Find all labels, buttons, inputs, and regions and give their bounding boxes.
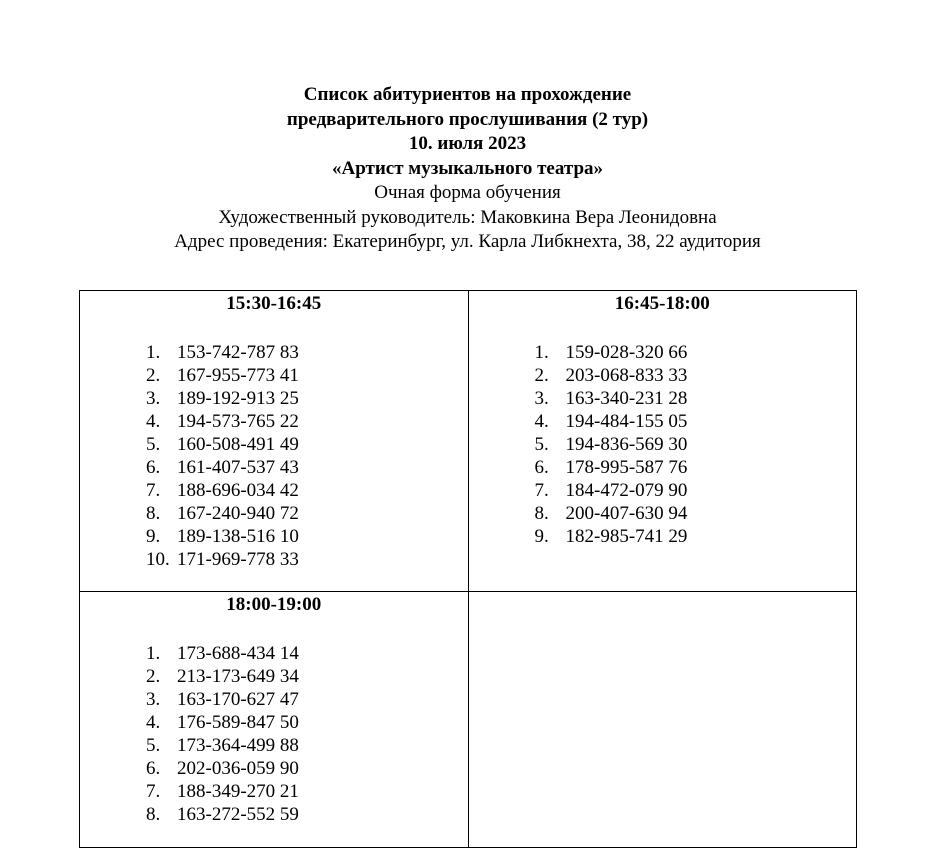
applicant-snils: 163-340-231 28 <box>565 388 688 409</box>
applicant-snils: 189-138-516 10 <box>177 526 299 547</box>
slot-cell <box>80 291 469 592</box>
applicant-item <box>146 341 468 364</box>
applicant-snils: 194-484-155 05 <box>565 411 688 432</box>
schedule-row <box>80 291 857 592</box>
applicant-number: 1. <box>534 342 549 363</box>
applicant-number: 7. <box>146 480 161 501</box>
applicant-item <box>535 341 857 364</box>
applicant-number: 6. <box>534 457 549 478</box>
slot-cell <box>468 291 857 592</box>
applicant-number: 3. <box>146 388 161 409</box>
applicant-snils: 153-742-787 83 <box>177 342 299 363</box>
applicant-snils: 213-173-649 34 <box>177 666 299 687</box>
applicant-item <box>535 433 857 456</box>
applicant-item <box>535 410 857 433</box>
applicant-number: 4. <box>146 712 161 733</box>
applicant-number: 2. <box>534 365 549 386</box>
program-name: «Артист музыкального театра» <box>331 157 604 179</box>
slot-time: 15:30-16:45 <box>226 293 322 314</box>
applicant-item <box>535 387 857 410</box>
applicant-number: 8. <box>534 503 549 524</box>
applicant-snils: 161-407-537 43 <box>177 457 299 478</box>
applicant-number: 3. <box>146 689 161 710</box>
applicant-item <box>146 688 468 711</box>
applicant-number: 5. <box>534 434 549 455</box>
document-title-line-2: предварительного прослушивания (2 тур) <box>286 108 649 130</box>
applicant-snils: 167-240-940 72 <box>177 503 299 524</box>
applicant-snils: 167-955-773 41 <box>177 365 299 386</box>
applicant-item <box>535 456 857 479</box>
applicant-snils: 184-472-079 90 <box>565 480 688 501</box>
applicant-number: 3. <box>534 388 549 409</box>
applicant-number: 4. <box>146 411 161 432</box>
applicant-snils: 173-688-434 14 <box>177 643 299 664</box>
document-header <box>0 83 925 255</box>
applicant-item <box>146 456 468 479</box>
applicant-item <box>146 364 468 387</box>
schedule-row <box>80 592 857 848</box>
applicant-item <box>146 410 468 433</box>
applicant-item <box>146 548 468 571</box>
applicant-snils: 202-036-059 90 <box>177 758 299 779</box>
applicant-snils: 188-696-034 42 <box>177 480 299 501</box>
applicant-number: 1. <box>146 643 161 664</box>
applicant-item <box>146 433 468 456</box>
slot-time: 16:45-18:00 <box>614 293 710 314</box>
applicant-snils: 194-573-765 22 <box>177 411 299 432</box>
applicant-snils: 182-985-741 29 <box>565 526 688 547</box>
applicant-snils: 188-349-270 21 <box>177 781 299 802</box>
applicant-item <box>146 665 468 688</box>
applicant-number: 6. <box>146 457 161 478</box>
applicant-item <box>146 780 468 803</box>
applicant-snils: 178-995-587 76 <box>565 457 688 478</box>
slot-time: 18:00-19:00 <box>226 594 322 615</box>
applicant-number: 4. <box>534 411 549 432</box>
applicant-snils: 203-068-833 33 <box>565 365 688 386</box>
applicant-item <box>146 734 468 757</box>
applicant-item <box>535 479 857 502</box>
slot-cell <box>80 592 469 848</box>
audition-date: 10. июля 2023 <box>408 133 527 154</box>
applicant-snils: 189-192-913 25 <box>177 388 299 409</box>
applicant-number: 8. <box>146 804 161 825</box>
applicant-snils: 194-836-569 30 <box>565 434 688 455</box>
applicant-number: 10. <box>146 549 170 570</box>
applicant-snils: 163-170-627 47 <box>177 689 299 710</box>
applicant-snils: 200-407-630 94 <box>565 503 688 524</box>
applicant-snils: 159-028-320 66 <box>565 342 688 363</box>
applicant-snils: 160-508-491 49 <box>177 434 299 455</box>
applicant-number: 2. <box>146 365 161 386</box>
applicant-item <box>146 525 468 548</box>
applicant-item <box>146 711 468 734</box>
applicant-snils: 173-364-499 88 <box>177 735 299 756</box>
applicant-list <box>469 341 857 548</box>
applicant-number: 9. <box>146 526 161 547</box>
applicant-number: 1. <box>146 342 161 363</box>
applicant-snils: 176-589-847 50 <box>177 712 299 733</box>
applicant-item <box>146 642 468 665</box>
empty-cell <box>468 592 857 848</box>
applicant-list <box>80 341 468 571</box>
study-form: Очная форма обучения <box>374 182 561 203</box>
applicant-number: 2. <box>146 666 161 687</box>
applicant-number: 5. <box>146 735 161 756</box>
applicant-item <box>146 502 468 525</box>
applicant-number: 7. <box>534 480 549 501</box>
applicant-item <box>146 803 468 826</box>
applicant-item <box>146 387 468 410</box>
document-title-line-1: Список абитуриентов на прохождение <box>303 84 632 105</box>
applicant-item <box>146 479 468 502</box>
applicant-number: 8. <box>146 503 161 524</box>
applicant-list <box>80 642 468 826</box>
applicant-item <box>535 525 857 548</box>
venue-address: Адрес проведения: Екатеринбург, ул. Карла Либкнехта, 38, 22 аудитория <box>174 231 761 252</box>
applicant-snils: 171-969-778 33 <box>177 549 299 570</box>
applicant-number: 6. <box>146 758 161 779</box>
applicant-number: 5. <box>146 434 161 455</box>
applicant-number: 7. <box>146 781 161 802</box>
applicant-item <box>535 502 857 525</box>
schedule-table <box>79 290 857 848</box>
applicant-item <box>146 757 468 780</box>
artistic-director: Художественный руководитель: Маковкина Вера Леонидовна <box>218 206 717 228</box>
applicant-snils: 163-272-552 59 <box>177 804 299 825</box>
applicant-number: 9. <box>534 526 549 547</box>
applicant-item <box>535 364 857 387</box>
